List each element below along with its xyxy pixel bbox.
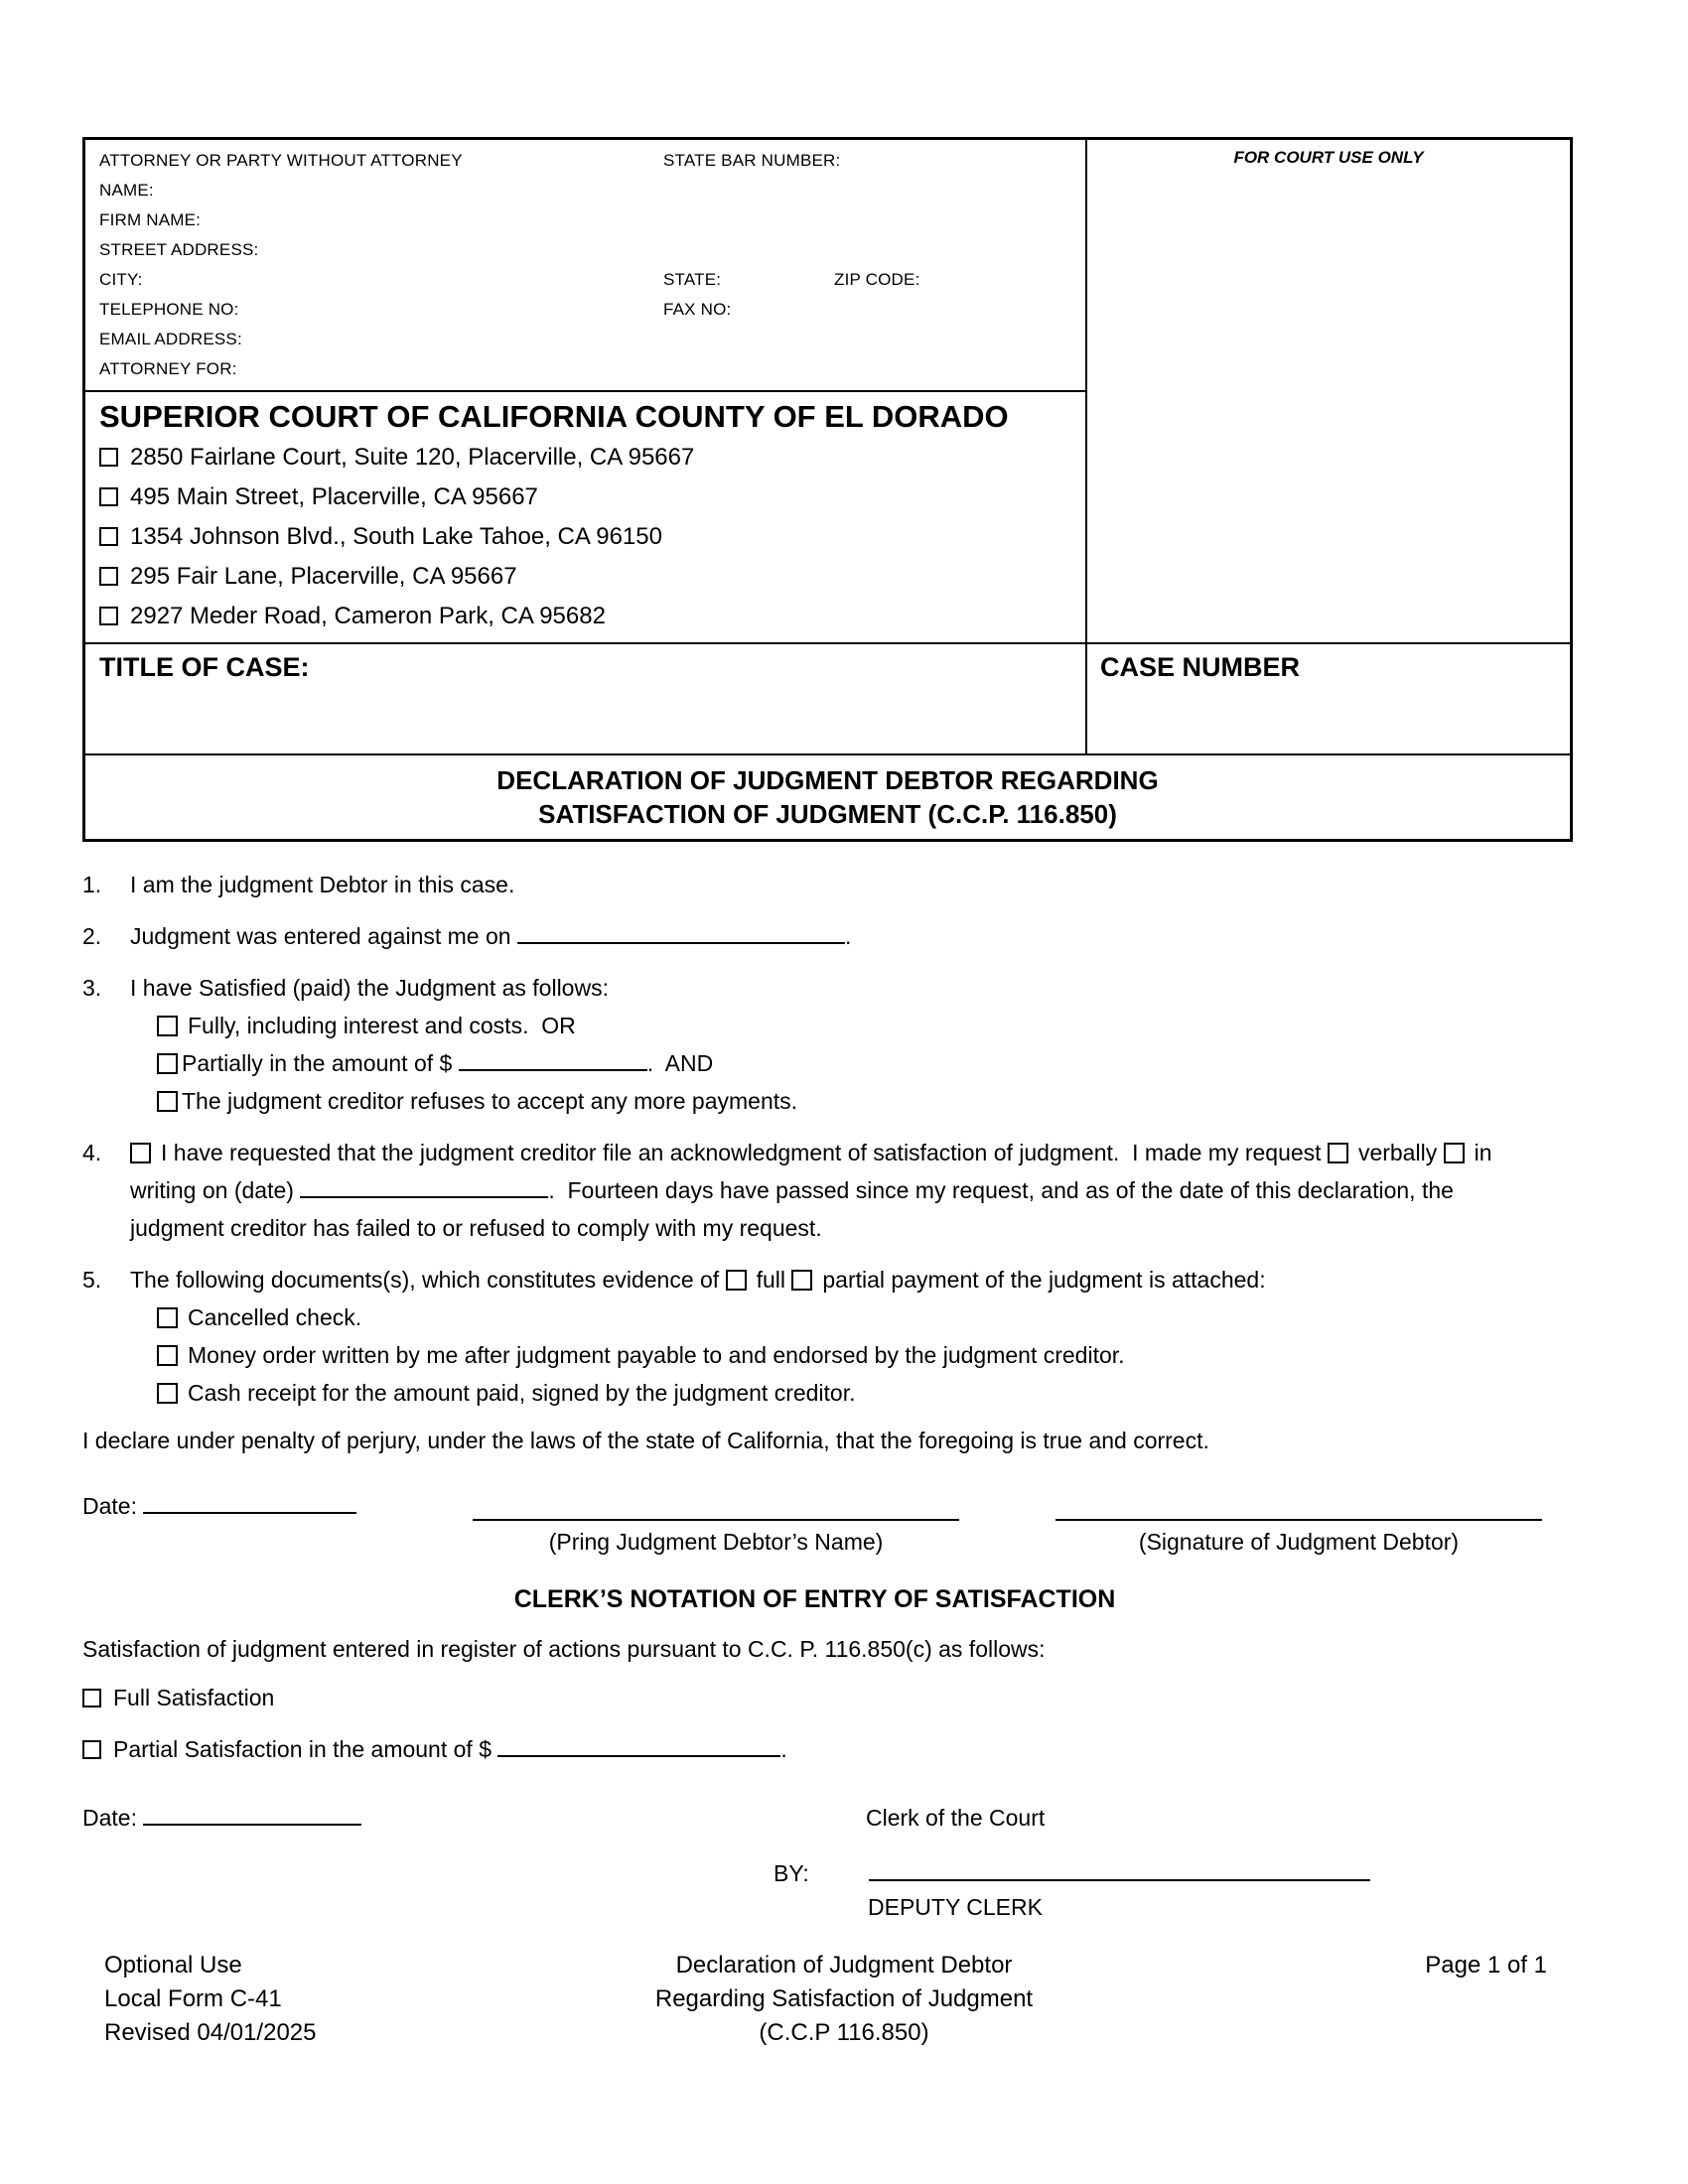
zip-code-label: ZIP CODE: <box>834 270 920 289</box>
footer-title-line3: (C.C.P 116.850) <box>759 2019 929 2046</box>
court-address-label: 2927 Meder Road, Cameron Park, CA 95682 <box>130 603 606 629</box>
court-address-option <box>99 478 1085 517</box>
requested-acknowledgment-checkbox[interactable] <box>130 1143 151 1163</box>
item-5a-label: Cancelled check. <box>188 1304 362 1330</box>
item-3-number: 3. <box>82 975 102 1001</box>
partial-satisfaction-period: . <box>780 1736 787 1762</box>
item-4-number: 4. <box>82 1140 102 1165</box>
judgment-entered-date-field[interactable] <box>517 924 845 944</box>
full-satisfaction-checkbox[interactable] <box>82 1689 101 1707</box>
partial-payment-checkbox[interactable] <box>791 1270 812 1291</box>
item-5-full-label: full <box>756 1267 785 1293</box>
state-label: STATE: <box>663 270 722 289</box>
footer-optional-use: Optional Use <box>104 1952 242 1979</box>
court-address-checkbox[interactable] <box>99 607 118 625</box>
creditor-refuses-checkbox[interactable] <box>157 1091 178 1112</box>
item-5-text <box>130 1261 1547 1412</box>
partial-satisfaction-label: Partial Satisfaction in the amount of $ <box>113 1736 492 1762</box>
item-3-text <box>130 969 1547 1120</box>
item-5 <box>82 1261 1547 1412</box>
item-3 <box>82 969 1547 1120</box>
court-address-checkbox[interactable] <box>99 448 118 467</box>
title-of-case-cell[interactable] <box>85 644 1085 753</box>
telephone-label: TELEPHONE NO: <box>99 300 239 319</box>
email-label: EMAIL ADDRESS: <box>99 330 242 348</box>
signature-block <box>1055 1491 1542 1556</box>
court-address-label: 495 Main Street, Placerville, CA 95667 <box>130 483 538 510</box>
item-5b <box>157 1336 1547 1374</box>
item-1-number: 1. <box>82 872 102 897</box>
attorney-section <box>85 140 1085 390</box>
court-address-label: 295 Fair Lane, Placerville, CA 95667 <box>130 563 517 590</box>
item-4-verbally-label: verbally <box>1357 1140 1438 1165</box>
court-address-option <box>99 597 1085 636</box>
clerk-date-row <box>82 1803 1547 1833</box>
item-3b-suffix: . AND <box>646 1050 714 1076</box>
clerk-date-field[interactable] <box>143 1806 361 1826</box>
fax-label: FAX NO: <box>663 300 732 319</box>
signature-date-field[interactable] <box>143 1494 356 1514</box>
signature-date-block <box>82 1491 355 1556</box>
attorney-party-label: ATTORNEY OR PARTY WITHOUT ATTORNEY <box>99 151 463 170</box>
deputy-clerk-signature-field[interactable] <box>869 1861 1370 1881</box>
item-5c <box>157 1374 1547 1412</box>
full-satisfaction-row <box>82 1680 1547 1715</box>
item-4-part2: in writing on (date) <box>130 1140 1492 1203</box>
date-label: Date: <box>82 1493 137 1519</box>
court-address-label: 1354 Johnson Blvd., South Lake Tahoe, CA 96150 <box>130 523 662 550</box>
name-row <box>99 176 1085 205</box>
item-3b <box>157 1044 1547 1082</box>
item-3a <box>157 1007 1547 1044</box>
form-body <box>82 866 1547 2050</box>
clerk-of-court-label: Clerk of the Court <box>866 1805 1046 1831</box>
print-name-field[interactable] <box>473 1491 959 1521</box>
request-date-field[interactable] <box>300 1178 548 1198</box>
item-2-text <box>130 917 1547 955</box>
state-bar-label: STATE BAR NUMBER: <box>663 151 841 170</box>
partially-satisfied-checkbox[interactable] <box>157 1053 178 1074</box>
clerk-notation-intro: Satisfaction of judgment entered in register of actions pursuant to C.C. P. 116.850(c) as follows: <box>82 1636 1046 1662</box>
footer-title-line1: Declaration of Judgment Debtor <box>675 1952 1013 1979</box>
item-5c-label: Cash receipt for the amount paid, signed by the judgment creditor. <box>188 1380 856 1406</box>
item-2-number: 2. <box>82 923 102 949</box>
item-5a <box>157 1298 1547 1336</box>
full-satisfaction-label: Full Satisfaction <box>113 1685 275 1710</box>
item-4-part3: . Fourteen days have passed since my request, and as of the date of this declaration, the judgment creditor has failed to or refused to comply with my request. <box>130 1177 1454 1241</box>
signature-row <box>82 1491 1547 1556</box>
item-1 <box>82 866 1547 903</box>
city-state-zip-row <box>99 265 1085 295</box>
partial-satisfaction-checkbox[interactable] <box>82 1740 101 1759</box>
caption-left-column <box>85 140 1085 642</box>
item-2-period: . <box>844 923 852 949</box>
name-label: NAME: <box>99 181 154 200</box>
court-address-label: 2850 Fairlane Court, Suite 120, Placerville, CA 95667 <box>130 444 695 471</box>
item-3c-label: The judgment creditor refuses to accept any more payments. <box>182 1088 798 1114</box>
attorney-row <box>99 146 1085 176</box>
form-title <box>85 753 1570 839</box>
deputy-by-row <box>774 1858 1547 1888</box>
court-section <box>85 390 1085 642</box>
case-number-label: CASE NUMBER <box>1100 652 1301 682</box>
email-row <box>99 325 1085 354</box>
clerk-date-label: Date: <box>82 1805 137 1831</box>
footer-revision-date: Revised 04/01/2025 <box>104 2019 317 2046</box>
fully-satisfied-checkbox[interactable] <box>157 1016 178 1036</box>
perjury-declaration: I declare under penalty of perjury, under the laws of the state of California, that the foregoing is true and correct. <box>82 1428 1209 1453</box>
cash-receipt-checkbox[interactable] <box>157 1383 178 1404</box>
item-4 <box>82 1134 1547 1247</box>
by-label: BY: <box>774 1860 809 1886</box>
footer-title-line2: Regarding Satisfaction of Judgment <box>654 1985 1034 2012</box>
item-2 <box>82 917 1547 955</box>
caption-top-section <box>85 140 1570 642</box>
full-payment-checkbox[interactable] <box>726 1270 747 1291</box>
cancelled-check-checkbox[interactable] <box>157 1307 178 1328</box>
court-address-option <box>99 517 1085 557</box>
deputy-clerk-label: DEPUTY CLERK <box>868 1894 1043 1920</box>
footer-form-info <box>82 1949 581 2050</box>
debtor-signature-field[interactable] <box>1055 1491 1542 1521</box>
firm-name-label: FIRM NAME: <box>99 210 202 229</box>
money-order-checkbox[interactable] <box>157 1345 178 1366</box>
telephone-fax-row <box>99 295 1085 325</box>
print-name-caption: (Pring Judgment Debtor’s Name) <box>548 1529 884 1555</box>
clerk-notation-heading: CLERK’S NOTATION OF ENTRY OF SATISFACTION <box>513 1585 1116 1613</box>
item-5-part2: partial payment of the judgment is attached: <box>822 1267 1266 1293</box>
item-4-part1: I have requested that the judgment creditor file an acknowledgment of satisfaction of judgment. I made my request <box>161 1140 1322 1165</box>
court-address-option <box>99 438 1085 478</box>
case-row <box>85 642 1570 753</box>
item-5b-label: Money order written by me after judgment payable to and endorsed by the judgment creditor. <box>188 1342 1125 1368</box>
form-title-line1: DECLARATION OF JUDGMENT DEBTOR REGARDING <box>496 765 1159 795</box>
footer-form-number: Local Form C-41 <box>104 1985 282 2012</box>
item-3b-label: Partially in the amount of $ <box>182 1050 453 1076</box>
item-4-text <box>130 1134 1547 1247</box>
court-address-checkbox[interactable] <box>99 487 118 506</box>
footer-page-number: Page 1 of 1 <box>1425 1952 1547 1979</box>
item-5-part1: The following documents(s), which constitutes evidence of <box>130 1267 720 1293</box>
item-3c <box>157 1082 1547 1120</box>
request-verbally-checkbox[interactable] <box>1328 1143 1348 1163</box>
partial-satisfaction-amount-field[interactable] <box>497 1737 780 1757</box>
firm-name-row <box>99 205 1085 235</box>
signature-caption: (Signature of Judgment Debtor) <box>1138 1529 1460 1555</box>
for-court-use-label: FOR COURT USE ONLY <box>1233 148 1424 167</box>
case-number-cell[interactable] <box>1085 644 1570 753</box>
city-label: CITY: <box>99 270 143 289</box>
court-address-option <box>99 557 1085 597</box>
court-address-checkbox[interactable] <box>99 567 118 586</box>
for-court-use-cell[interactable] <box>1085 140 1570 642</box>
partial-amount-field[interactable] <box>459 1051 647 1071</box>
form-title-line2: SATISFACTION OF JUDGMENT (C.C.P. 116.850) <box>538 799 1117 829</box>
street-address-row <box>99 235 1085 265</box>
title-of-case-label: TITLE OF CASE: <box>99 652 310 682</box>
caption-box <box>82 137 1573 842</box>
street-address-label: STREET ADDRESS: <box>99 240 259 259</box>
request-in-writing-checkbox[interactable] <box>1444 1143 1465 1163</box>
item-5-number: 5. <box>82 1267 102 1293</box>
partial-satisfaction-row <box>82 1731 1547 1767</box>
court-address-checkbox[interactable] <box>99 527 118 546</box>
page-footer <box>82 1949 1547 2050</box>
clerk-date-block <box>82 1803 365 1833</box>
attorney-for-label: ATTORNEY FOR: <box>99 359 237 378</box>
attorney-for-row <box>99 354 1085 384</box>
court-name: SUPERIOR COURT OF CALIFORNIA COUNTY OF EL DORADO <box>99 399 1009 434</box>
item-2-label: Judgment was entered against me on <box>130 923 511 949</box>
footer-form-title <box>581 1949 1108 2050</box>
item-3a-label: Fully, including interest and costs. OR <box>188 1013 576 1038</box>
item-1-text: I am the judgment Debtor in this case. <box>130 872 515 897</box>
print-name-block <box>473 1491 959 1556</box>
item-3-label: I have Satisfied (paid) the Judgment as follows: <box>130 975 609 1001</box>
